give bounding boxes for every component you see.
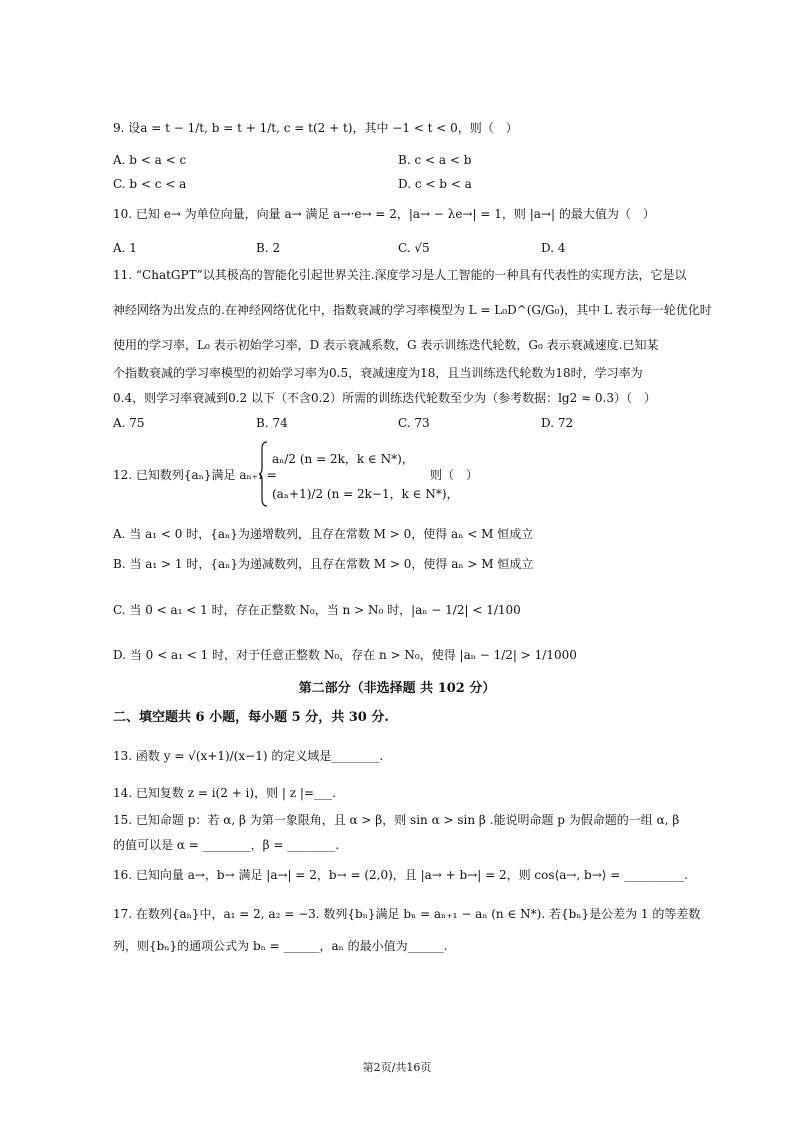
q17-line2: 列，则{bₙ}的通项公式为 bₙ = ______，aₙ 的最小值为______. <box>113 939 448 953</box>
section2-heading: 二、填空题共 6 小题，每小题 5 分，共 30 分. <box>113 710 389 725</box>
q9-option-b: B. c < a < b <box>398 153 472 167</box>
q9-option-d: D. c < b < a <box>398 177 472 191</box>
part2-title: 第二部分（非选择题 共 102 分） <box>298 681 496 696</box>
q9-option-a: A. b < a < c <box>113 153 187 167</box>
q10-stem: 10. 已知 e→ 为单位向量，向量 a→ 满足 a→·e→ = 2，|a→ − λe→| = 1，则 |a→| 的最大值为（ ） <box>113 207 655 221</box>
q12-case2: (aₙ+1)/2 (n = 2k−1，k ∈ N*)， <box>272 487 459 501</box>
q12-option-b: B. 当 a₁ > 1 时，{aₙ}为递减数列，且存在常数 M > 0，使得 aₙ > M 恒成立 <box>113 557 534 571</box>
q13: 13. 函数 y = √(x+1)/(x−1) 的定义域是________. <box>113 749 384 763</box>
brace-icon <box>258 441 268 507</box>
q9-stem <box>113 120 518 136</box>
q11-line4: 个指数衰减的学习率模型的初始学习率为0.5，衰减速度为18，且当训练迭代轮数为18时，学习率为 <box>113 366 643 380</box>
q15-line2: 的值可以是 α = ________，β = ________. <box>113 838 340 852</box>
q12-option-a: A. 当 a₁ < 0 时，{aₙ}为递增数列，且存在常数 M > 0，使得 aₙ < M 恒成立 <box>113 527 534 541</box>
q12-option-c: C. 当 0 < a₁ < 1 时，存在正整数 N₀，当 n > N₀ 时，|aₙ − 1/2| < 1/100 <box>113 603 521 617</box>
q10-option-d: D. 4 <box>541 241 566 255</box>
q9-stem-text: 9. 设a = t − 1/t, b = t + 1/t, c = t(2 + t)，其中 −1 < t < 0，则（ ） <box>113 121 518 135</box>
q11-option-c: C. 73 <box>398 416 430 430</box>
q10-option-b: B. 2 <box>256 241 281 255</box>
q11-option-d: D. 72 <box>541 416 574 430</box>
q11-line5: 0.4，则学习率衰减到0.2 以下（不含0.2）所需的训练迭代轮数至少为（参考数据：lg2 ≈ 0.3）（ ） <box>113 391 656 405</box>
q14: 14. 已知复数 z = i(2 + i)，则 | z |=___. <box>113 786 336 800</box>
q12-option-d: D. 当 0 < a₁ < 1 时，对于任意正整数 N₀，存在 n > N₀，使得 |aₙ − 1/2| > 1/1000 <box>113 648 577 662</box>
q11-option-b: B. 74 <box>256 416 288 430</box>
q12-prefix: 12. 已知数列{aₙ}满足 aₙ₊₁ = <box>113 468 277 482</box>
q12-suffix: 则（ ） <box>430 468 479 482</box>
q9-option-c: C. b < c < a <box>113 177 187 191</box>
q15-line1: 15. 已知命题 p：若 α, β 为第一象限角，且 α > β，则 sin α > sin β .能说明命题 p 为假命题的一组 α, β <box>113 813 680 827</box>
q10-option-c: C. √5 <box>398 241 430 255</box>
q10-option-a: A. 1 <box>113 241 137 255</box>
page-footer: 第2页/共16页 <box>362 1061 432 1074</box>
q12-case1: aₙ/2 (n = 2k，k ∈ N*)， <box>272 452 414 466</box>
q17-line1: 17. 在数列{aₙ}中，a₁ = 2, a₂ = −3. 数列{bₙ}满足 bₙ = aₙ₊₁ − aₙ (n ∈ N*). 若{bₙ}是公差为 1 的等差数 <box>113 907 701 921</box>
q11-line3: 使用的学习率，L₀ 表示初始学习率，D 表示衰减系数，G 表示训练迭代轮数，G₀ 表示衰减速度.已知某 <box>113 338 659 352</box>
q11-line2: 神经网络为出发点的.在神经网络优化中，指数衰减的学习率模型为 L = L₀D^(G/G₀)，其中 L 表示每一轮优化时 <box>113 303 712 317</box>
q11-option-a: A. 75 <box>113 416 145 430</box>
q16: 16. 已知向量 a→，b→ 满足 |a→| = 2，b→ = (2,0)，且 |a→ + b→| = 2，则 cos⟨a→, b→⟩ = __________. <box>113 868 688 882</box>
q11-line1: 11. “ChatGPT”以其极高的智能化引起世界关注.深度学习是人工智能的一种具有代表性的实现方法，它是以 <box>113 268 687 282</box>
